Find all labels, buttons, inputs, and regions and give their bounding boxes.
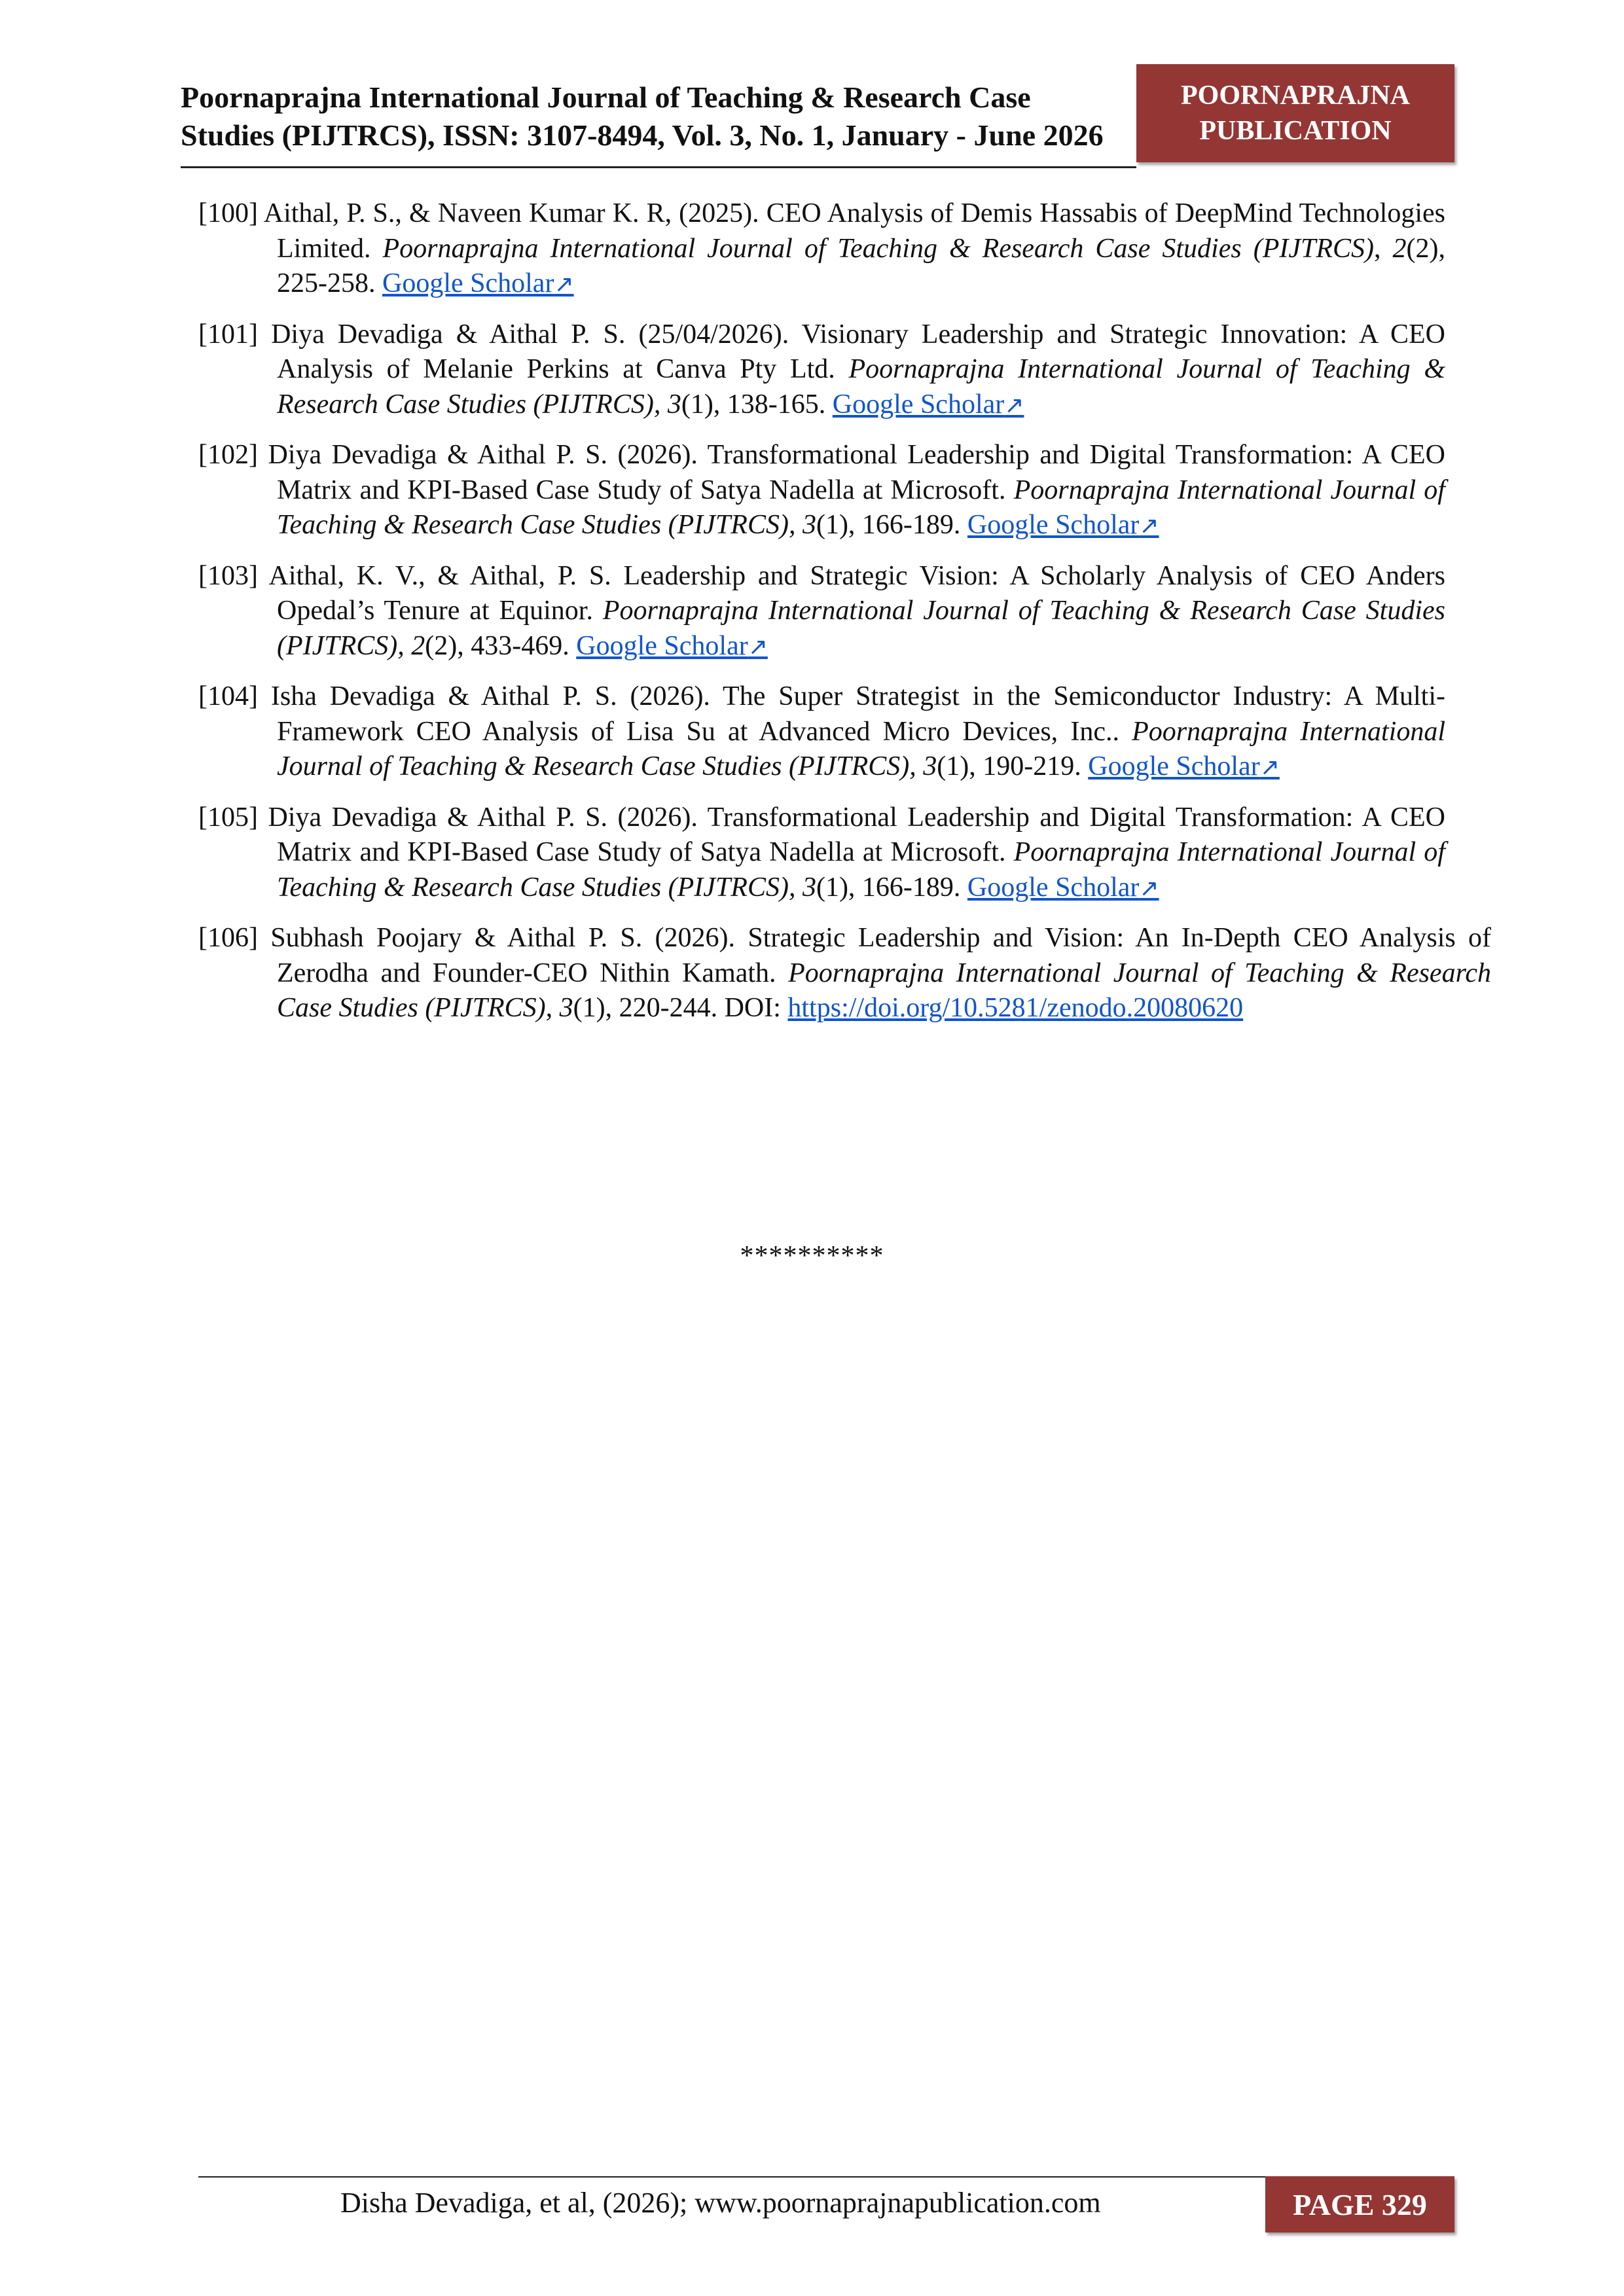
reference-item-102: [198, 438, 1445, 544]
publisher-badge: [1136, 64, 1454, 162]
reference-item-101: [198, 317, 1445, 423]
google-scholar-link[interactable]: Google Scholar↗: [1088, 751, 1280, 781]
reference-number: [101]: [198, 319, 258, 350]
google-scholar-link[interactable]: Google Scholar↗: [382, 268, 574, 298]
reference-number: [102]: [198, 440, 258, 470]
reference-pages: (2), 225-258.: [277, 233, 1445, 298]
reference-journal: Poornaprajna International Journal of Teaching & Research Case Studies (PIJTRCS),: [277, 837, 1445, 903]
reference-journal: Poornaprajna International Journal of Teaching & Research Case Studies (PIJTRCS),: [277, 958, 1491, 1023]
reference-journal: Poornaprajna International Journal of Teaching & Research Case Studies (PIJTRCS),: [277, 354, 1445, 420]
footer-divider: [198, 2176, 1265, 2178]
reference-number: [103]: [198, 560, 258, 591]
header-divider: [181, 166, 1136, 168]
reference-volume: 3: [559, 993, 573, 1023]
reference-list: [198, 196, 1492, 1041]
section-end-separator: **********: [740, 1241, 884, 1271]
reference-journal: Poornaprajna International Journal of Teaching & Research Case Studies (PIJTRCS),: [277, 596, 1445, 661]
reference-volume: 3: [667, 389, 681, 420]
reference-number: [104]: [198, 681, 258, 711]
reference-text: Aithal, K. V., & Aithal, P. S. Leadership and Strategic Vision: A Scholarly Analysis of CEO Anders Opedal’s Tenure at Equinor.: [268, 560, 1446, 626]
reference-pages: (1), 220-244. DOI:: [573, 993, 788, 1023]
reference-pages: (2), 433-469.: [425, 630, 577, 661]
reference-text: Diya Devadiga & Aithal P. S. (2026). Transformational Leadership and Digital Transformation: A CEO Matrix and KPI-Based Case Study of Satya Nadella at Microsoft.: [268, 440, 1445, 505]
reference-volume: 3: [802, 872, 816, 903]
google-scholar-link[interactable]: Google Scholar↗: [967, 872, 1159, 903]
external-link-icon: ↗: [748, 633, 768, 660]
reference-text: Isha Devadiga & Aithal P. S. (2026). The Super Strategist in the Semiconductor Industry: A Multi-Framework CEO Analysis of Lisa Su at Advanced Micro Devices, Inc..: [270, 681, 1445, 747]
reference-text: Diya Devadiga & Aithal P. S. (2026). Transformational Leadership and Digital Transformation: A CEO Matrix and KPI-Based Case Study of Satya Nadella at Microsoft.: [268, 802, 1445, 867]
doi-link[interactable]: https://doi.org/10.5281/zenodo.20080620: [787, 993, 1244, 1023]
reference-journal: Poornaprajna International Journal of Teaching & Research Case Studies (PIJTRCS),: [277, 475, 1445, 540]
reference-volume: 2: [411, 630, 425, 661]
reference-item-100: [198, 196, 1445, 302]
reference-volume: 2: [1392, 233, 1407, 264]
reference-pages: (1), 138-165.: [681, 389, 833, 420]
reference-text: Diya Devadiga & Aithal P. S. (25/04/2026). Visionary Leadership and Strategic Innovation: A CEO Analysis of Melanie Perkins at Canva Pty Ltd.: [271, 319, 1445, 384]
reference-item-104: [198, 679, 1445, 785]
google-scholar-link[interactable]: Google Scholar↗: [576, 630, 768, 661]
reference-volume: 3: [802, 510, 816, 540]
reference-volume: 3: [923, 751, 937, 781]
reference-item-105: [198, 800, 1445, 906]
publisher-badge-line-2: PUBLICATION: [1199, 116, 1392, 146]
reference-number: [100]: [198, 198, 258, 228]
reference-journal: Poornaprajna International Journal of Teaching & Research Case Studies (PIJTRCS),: [277, 716, 1445, 781]
header-title-line-1: Poornaprajna International Journal of Teaching & Research Case: [181, 81, 1031, 114]
page-number-badge: PAGE 329: [1265, 2176, 1454, 2233]
reference-pages: (1), 166-189.: [816, 872, 967, 903]
external-link-icon: ↗: [1004, 391, 1024, 419]
reference-item-106: [198, 921, 1491, 1026]
google-scholar-link[interactable]: Google Scholar↗: [967, 510, 1159, 540]
header-title-line-2: Studies (PIJTRCS), ISSN: 3107-8494, Vol. 3, No. 1, January - June 2026: [181, 118, 1104, 152]
journal-header-title: [181, 79, 1136, 154]
external-link-icon: ↗: [554, 271, 574, 298]
footer-citation: Disha Devadiga, et al, (2026); www.poornaprajnapublication.com: [340, 2187, 1101, 2219]
google-scholar-link[interactable]: Google Scholar↗: [832, 389, 1024, 420]
reference-number: [106]: [198, 923, 258, 953]
reference-item-103: [198, 559, 1445, 665]
reference-pages: (1), 190-219.: [937, 751, 1089, 781]
reference-number: [105]: [198, 802, 258, 833]
publisher-badge-line-1: POORNAPRAJNA: [1181, 81, 1410, 111]
external-link-icon: ↗: [1139, 874, 1159, 902]
reference-pages: (1), 166-189.: [816, 510, 967, 540]
reference-separator: ,: [1374, 233, 1393, 264]
reference-text: Subhash Poojary & Aithal P. S. (2026). Strategic Leadership and Vision: An In-Depth CEO Analysis of Zerodha and Founder-CEO Nithin Kamath.: [270, 923, 1492, 988]
reference-text: Aithal, P. S., & Naveen Kumar K. R, (2025). CEO Analysis of Demis Hassabis of DeepMind Technologies Limited.: [263, 198, 1445, 264]
reference-journal: Poornaprajna International Journal of Teaching & Research Case Studies (PIJTRCS): [382, 233, 1374, 264]
external-link-icon: ↗: [1139, 512, 1159, 539]
external-link-icon: ↗: [1259, 754, 1280, 781]
